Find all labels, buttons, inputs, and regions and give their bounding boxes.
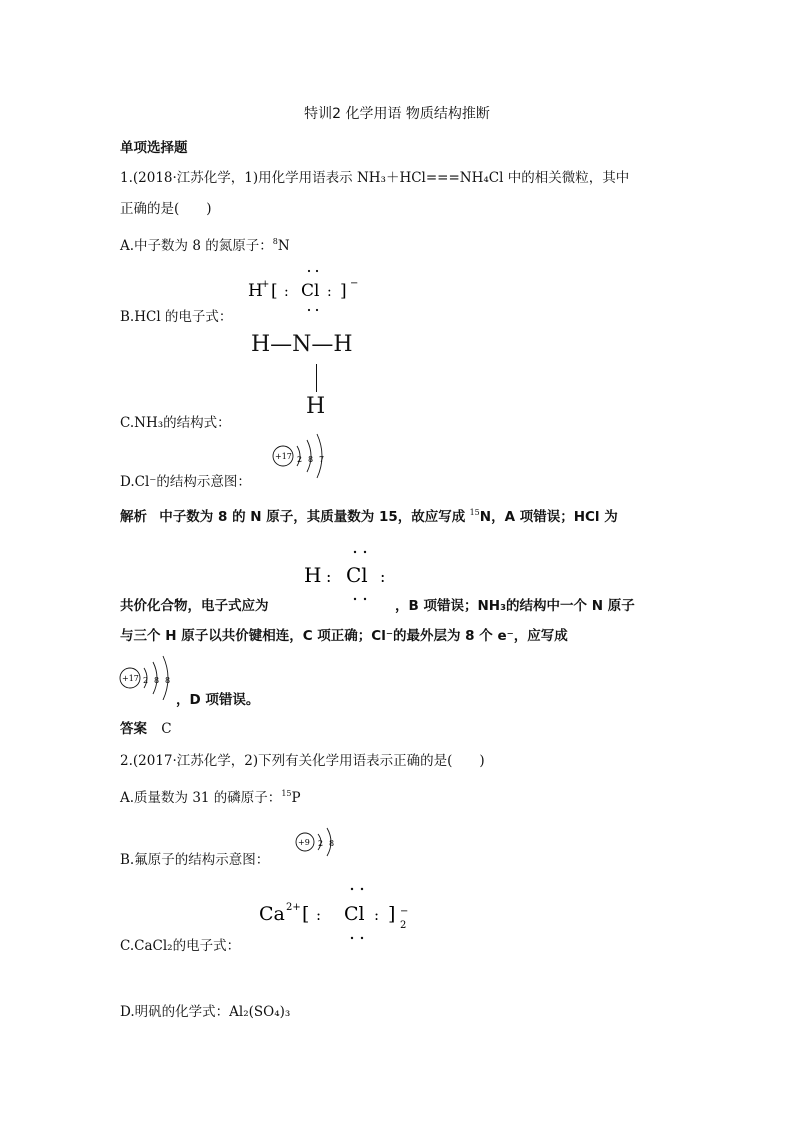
q1-option-c-structure: H—N—H (251, 332, 353, 357)
svg-text:2: 2 (297, 455, 303, 464)
q1-option-c-bottom-h: H (306, 394, 326, 419)
svg-text:2: 2 (400, 920, 407, 931)
svg-text:H: H (304, 563, 322, 587)
svg-text:Ca: Ca (259, 903, 285, 925)
analysis-hcl-electron-formula (300, 540, 410, 602)
q1-option-c-label: C.NH₃的结构式： (120, 415, 231, 431)
analysis-line3: 与三个 H 原子以共价键相连，C 项正确；Cl⁻的最外层为 8 个 e⁻，应写成 (120, 628, 568, 644)
section-heading: 单项选择题 (120, 140, 188, 156)
q2-option-c-label: C.CaCl₂的电子式： (120, 938, 241, 954)
answer-value: C (161, 721, 172, 737)
q1-option-b-electron-formula (244, 262, 384, 318)
q1-option-a-label: A.中子数为 8 的氮原子： (120, 238, 273, 254)
svg-text:[: [ (271, 281, 278, 301)
svg-text:+9: +9 (298, 838, 310, 847)
svg-text:2: 2 (143, 676, 149, 685)
analysis-text1: 中子数为 8 的 N 原子，其质量数为 15，故应写成 (159, 509, 466, 525)
svg-text::: : (380, 567, 386, 586)
svg-text:−: − (400, 906, 409, 917)
svg-text:2+: 2+ (286, 902, 301, 913)
svg-text:2: 2 (318, 839, 324, 848)
analysis-line2a: 共价化合物，电子式应为 (120, 598, 269, 614)
q2-option-d: D.明矾的化学式：Al₂(SO₄)₃ (120, 1004, 291, 1020)
analysis-text1-rest: N，A 项错误；HCl 为 (479, 509, 618, 525)
analysis-iso: 15 (469, 508, 480, 517)
analysis-ion-diagram (118, 654, 180, 700)
page-title: 特训2 化学用语 物质结构推断 (304, 106, 490, 122)
svg-text:7: 7 (319, 455, 325, 464)
q1-stem-line1: 1.(2018·江苏化学，1)用化学用语表示 NH₃＋HCl===NH₄Cl 中的相关微粒，其中 (120, 170, 630, 186)
q1-option-c-bond (316, 364, 317, 392)
answer-label: 答案 (120, 721, 147, 737)
q2-option-a-label: A.质量数为 31 的磷原子： (120, 790, 282, 806)
q1-option-a-mass: 8 (272, 237, 278, 246)
svg-text::: : (326, 567, 332, 586)
svg-text:−: − (350, 278, 359, 289)
svg-text:8: 8 (165, 676, 171, 685)
q1-option-d-diagram (270, 430, 336, 480)
analysis-line1 (120, 505, 618, 525)
svg-text:Cl: Cl (344, 903, 365, 925)
svg-text:+17: +17 (122, 674, 139, 683)
svg-text::: : (374, 906, 380, 924)
svg-text:Cl: Cl (346, 563, 368, 587)
q2-option-b-label: B.氟原子的结构示意图： (120, 852, 270, 868)
q1-option-a (120, 234, 290, 254)
svg-text::: : (316, 906, 322, 924)
q2-option-a (120, 786, 301, 806)
svg-text:]: ] (388, 903, 396, 925)
svg-text::: : (284, 284, 289, 300)
q2-option-a-symbol: P (291, 790, 301, 806)
q2-option-a-iso: 15 (281, 789, 292, 798)
q1-option-d-label: D.Cl⁻的结构示意图： (120, 474, 251, 490)
q1-option-a-symbol: N (277, 238, 290, 254)
q2-option-b-diagram (294, 826, 342, 862)
svg-text:+17: +17 (275, 452, 292, 461)
answer-row (120, 717, 172, 737)
svg-text:Cl: Cl (301, 281, 320, 301)
q2-stem: 2.(2017·江苏化学，2)下列有关化学用语表示正确的是( ) (120, 753, 485, 769)
q1-stem-line2: 正确的是( ) (120, 201, 212, 217)
svg-text:8: 8 (308, 455, 314, 464)
analysis-line4: ，D 项错误。 (176, 692, 260, 708)
svg-text:8: 8 (329, 839, 335, 848)
analysis-label: 解析 (120, 509, 147, 525)
svg-text:H: H (248, 281, 263, 301)
svg-text:8: 8 (154, 676, 160, 685)
q1-option-b-label: B.HCl 的电子式： (120, 309, 233, 325)
svg-text:+: + (261, 279, 270, 290)
svg-text:[: [ (302, 903, 310, 925)
q2-option-c-electron-formula (256, 880, 426, 946)
svg-text::: : (327, 284, 332, 300)
svg-text:]: ] (340, 281, 347, 301)
analysis-line2b: ，B 项错误；NH₃的结构中一个 N 原子 (395, 598, 635, 614)
